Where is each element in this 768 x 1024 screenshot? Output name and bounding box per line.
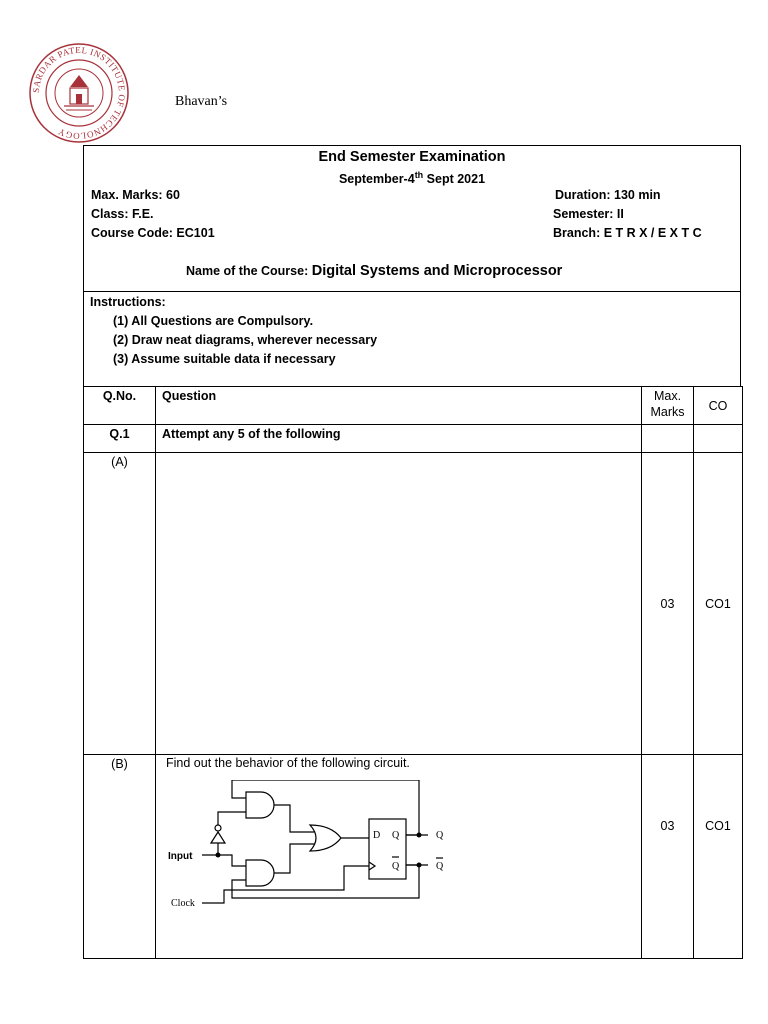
instructions [83,292,741,387]
ff-q-label: Q [392,830,400,841]
row-question: Find out the behavior of the following circuit. [166,756,410,770]
row-co: CO1 [694,453,743,755]
course-name-label: Name of the Course: [186,264,312,278]
ff-qbar-label: Q [392,861,400,872]
questions-table [83,386,743,959]
row-marks: 03 [642,755,694,959]
d-flip-flop [369,819,406,879]
row-qno: (B) [84,755,156,959]
logo-ring-text: SARDAR PATEL INSTITUTE OF TECHNOLOGY [30,44,128,142]
class: Class: F.E. [91,207,154,221]
instruction-item: (1) All Questions are Compulsory. [113,314,314,328]
table-row [84,453,743,755]
and-gate-top [246,792,274,818]
max-marks: Max. Marks: 60 [91,188,180,202]
instructions-heading: Instructions: [90,295,166,309]
out-q-label: Q [436,830,444,841]
section-marks [642,425,694,453]
table-row [84,755,743,959]
or-gate [310,825,341,851]
exam-header [83,145,741,292]
row-question-cell [156,755,642,959]
branch: Branch: E T R X / E X T C [553,226,702,240]
circuit-diagram [166,780,466,916]
table-header-row [84,387,743,425]
header-qno: Q.No. [84,387,156,425]
inverter-bubble-icon [215,825,221,831]
institute-name: Bhavan’s [175,94,228,109]
section-co [694,425,743,453]
circuit-clock-label: Clock [171,898,195,909]
header-marks: Max. Marks [642,387,694,425]
section-qno: Q.1 [84,425,156,453]
row-qno: (A) [84,453,156,755]
exam-title: End Semester Examination [318,149,506,165]
clock-triangle [369,862,375,870]
ff-d-label: D [373,830,381,841]
institute-logo [28,42,130,144]
svg-text:SARDAR PATEL INSTITUTE OF TECH [31,45,127,141]
course-code: Course Code: EC101 [91,226,215,240]
row-co: CO1 [694,755,743,959]
row-marks: 03 [642,453,694,755]
semester: Semester: II [553,207,624,221]
row-question [156,453,642,755]
out-qbar-label: Q [436,861,444,872]
inverter [211,832,225,843]
header-co: CO [694,387,743,425]
course-name-line [186,263,562,279]
instruction-item: (2) Draw neat diagrams, wherever necessary [113,333,378,347]
section-row [84,425,743,453]
exam-date-prefix: September-4 [338,172,415,187]
section-text: Attempt any 5 of the following [156,425,642,453]
circuit-input-label: Input [168,851,193,862]
duration: Duration: 130 min [555,188,661,202]
exam-date-suffix: Sept 2021 [423,172,486,187]
exam-date [84,170,740,186]
header-question: Question [156,387,642,425]
exam-date-sup: th [414,170,424,180]
and-gate-bottom [246,860,274,886]
course-name-value: Digital Systems and Microprocessor [311,263,563,279]
instruction-item: (3) Assume suitable data if necessary [113,352,336,366]
